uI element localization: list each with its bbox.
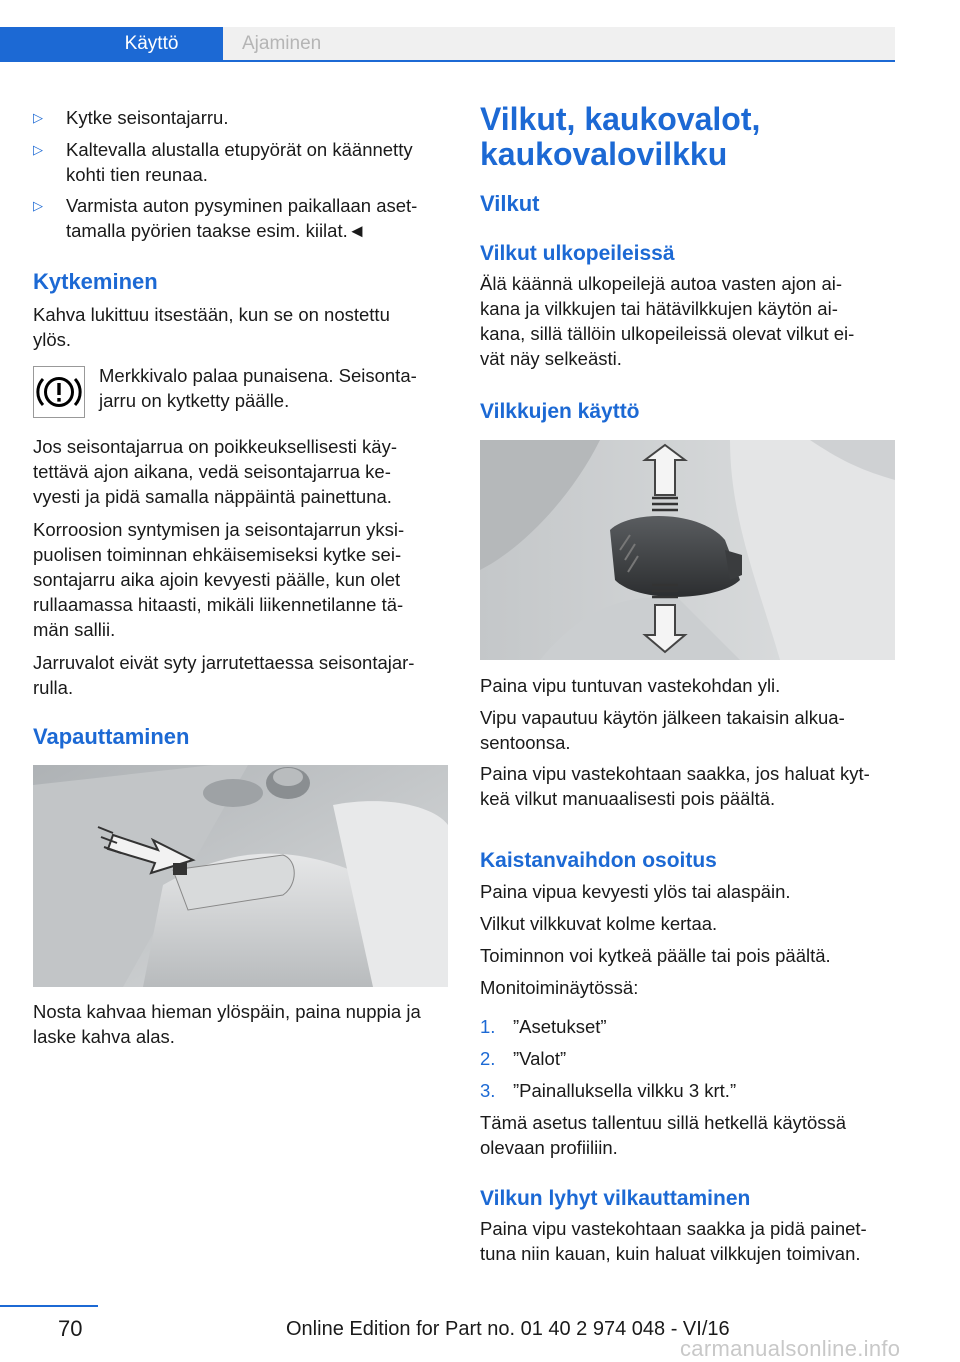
triangle-bullet-icon: ▷ [33,142,43,157]
paragraph: Vilkut vilkkuvat kolme kertaa. [480,913,718,934]
paragraph: Paina vipua kevyesti ylös tai alaspäin. [480,881,791,902]
chapter-tab-ajaminen[interactable]: Ajaminen [223,27,895,60]
subsection-title-kaytto: Vilkkujen käyttö [480,400,640,423]
list-item: 1. ”Asetukset” [480,1016,607,1037]
paragraph: Paina vipu tuntuvan vastekohdan yli. [480,675,781,696]
ulkopeileissa-text: Älä käännä ulkopeilejä autoa vasten ajon ai‐ kana ja vilkkujen tai hätävilkkujen käytön ai‐ kana, sillä tällöin ulkopeileissä olevat vilkut ei‐ vät näy selkeästi. [480,273,855,369]
subsection-title-ulkopeileissa: Vilkut ulkopeileissä [480,242,675,265]
subsection-title-kaistanvaihto: Kaistanvaihdon osoitus [480,849,717,872]
section-title-kytkeminen: Kytkeminen [33,269,158,294]
list-item: 3. ”Painalluksella vilkku 3 krt.” [480,1080,737,1101]
list-item: 2. ”Valot” [480,1048,567,1069]
list-item: ▷ Kytke seisontajarru. [33,107,229,128]
paragraph: Paina vipu vastekohtaan saakka ja pidä painet‐ tuna niin kauan, kuin haluat vilkkujen toimivan. [480,1218,867,1264]
section-title-vilkut: Vilkut [480,191,540,216]
paragraph: Toiminnon voi kytkeä päälle tai pois päältä. [480,945,831,966]
paragraph: Monitoiminäytössä: [480,977,639,998]
parking-brake-warning-icon [33,366,85,418]
page-header [0,0,960,62]
paragraph: Vipu vapautuu käytön jälkeen takaisin alkua‐ sentoonsa. [480,707,845,753]
section-title-vapauttaminen: Vapauttaminen [33,724,190,749]
turn-signal-lever-image [480,440,895,660]
subsection-title-lyhyt-vilkautus: Vilkun lyhyt vilkauttaminen [480,1187,751,1210]
icon-description: Merkkivalo palaa punaisena. Seisonta‐ jarru on kytketty päälle. [99,365,417,411]
paragraph: Korroosion syntymisen ja seisontajarrun yksi‐ puolisen toiminnan ehkäisemiseksi kytke sei‐ sontajarru aika ajoin kevyesti päälle, kun olet rullaamassa hitaasti, mikäli liikennetilanne tä‐ män sallii. [33,519,405,640]
triangle-bullet-icon: ▷ [33,110,43,125]
paragraph: Jos seisontajarrua on poikkeuksellisesti käy‐ tettävä ajon aikana, vedä seisontajarrua ke‐ vyesti ja pidä samalla näppäintä painettuna. [33,436,398,507]
chapter-tab-kaytto[interactable]: Käyttö [0,27,223,60]
kytkeminen-text: Kahva lukittuu itsestään, kun se on nostettu ylös. [33,304,390,350]
header-divider [0,60,895,62]
paragraph: Paina vipu vastekohtaan saakka, jos haluat kyt‐ keä vilkut manuaalisesti pois päältä. [480,763,870,809]
triangle-bullet-icon: ▷ [33,198,43,213]
vapauttaminen-text: Nosta kahvaa hieman ylöspäin, paina nuppia ja laske kahva alas. [33,1001,421,1047]
list-item: ▷ Varmista auton pysyminen paikallaan aset‐ tamalla pyörien taakse esim. kiilat.◄ [33,195,418,241]
list-item: ▷ Kaltevalla alustalla etupyörät on käännetty kohti tien reunaa. [33,139,413,185]
page-number: 70 [58,1316,83,1341]
edition-info: Online Edition for Part no. 01 40 2 974 048 - VI/16 [286,1318,730,1340]
page-title: Vilkut, kaukovalot, kaukovalovilkku [480,101,761,172]
paragraph: Tämä asetus tallentuu sillä hetkellä käytössä olevaan profiiliin. [480,1112,847,1158]
watermark: carmanualsonline.info [680,1336,901,1361]
paragraph: Jarruvalot eivät syty jarrutettaessa seisontajar‐ rulla. [33,652,415,698]
parking-brake-release-image [33,765,448,987]
footer-divider [0,1305,98,1307]
